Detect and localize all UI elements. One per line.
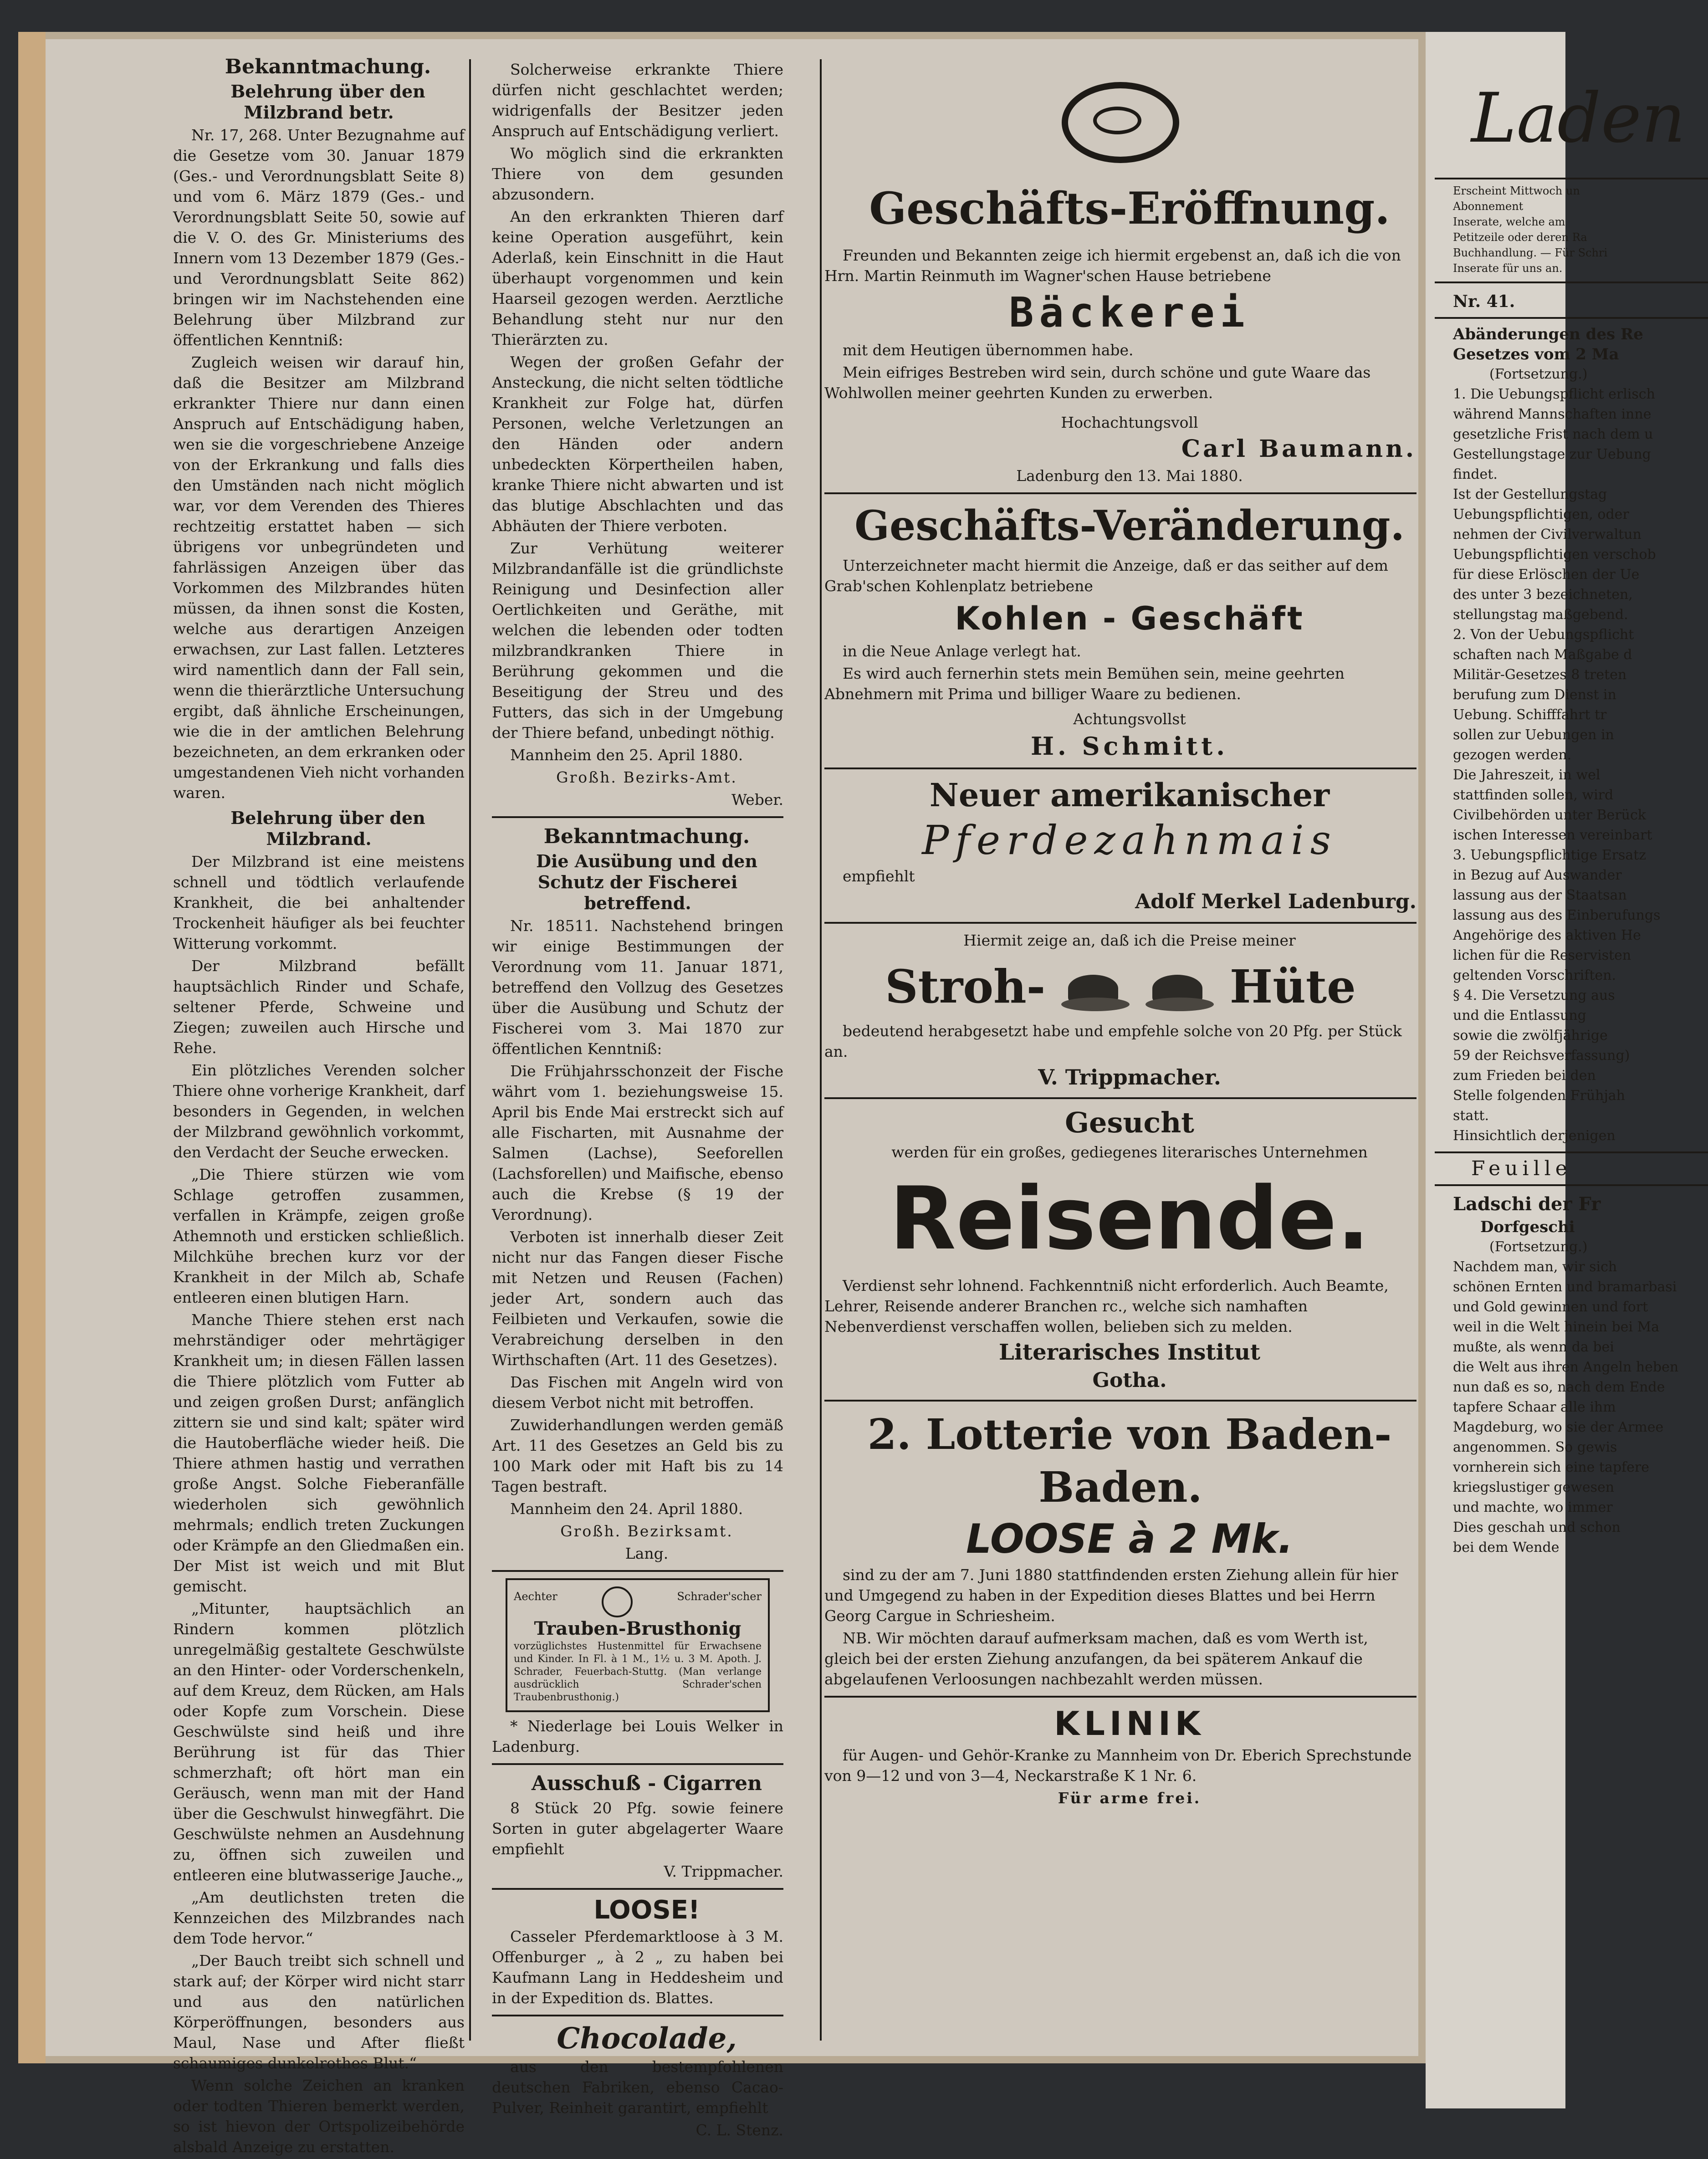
honey-text: vorzüglichstes Hustenmittel für Erwachsene und Kinder. In Fl. à 1 M., 1½ u. 3 M. Apoth. J. Schrader, Feuerbach-Stuttg. (Man verlange ausdrücklich Schrader'schen Traubenbrusthonig.) [514, 1641, 762, 1703]
honey-label-right: Schrader'scher [677, 1590, 762, 1603]
paragraph: Manche Thiere stehen erst nach mehrständiger oder mehrtägiger Krankheit um; in diesen Fällen lassen die Thiere plötzlich vom Futter ab und zeigen großen Durst; anfänglich zittern sie und sind kalt; später wird die Hautoberfläche wieder heiß. Die Thiere athmen hastig und verrathen große Angst. Solche Fieberanfälle wiederholen sich gewöhnlich mehrmals; endlich treten Zuckungen oder Krämpfe an den Gliedmaßen ein. Der Mist ist weich und mit Blut gemischt. [173, 1311, 465, 1595]
article-line: Uebung. Schifffahrt tr [1453, 707, 1607, 723]
article-line: in Bezug auf Auswander [1453, 867, 1622, 883]
article-line: Ist der Gestellungstag [1453, 486, 1607, 502]
paragraph: Nr. 18511. Nachstehend bringen wir einige Bestimmungen der Verordnung vom 11. Januar 1871, betreffend den Vollzug des Gesetzes über die Ausübung und Schutz der Fischerei vom 3. Mai 1870 zur öffentlichen Kenntniß: [492, 917, 783, 1058]
paragraph: „Mitunter, hauptsächlich an Rindern kommen plötzlich unregelmäßig gestaltete Geschwülste an den Hinter- oder Vorderschenkeln, auf dem Kreuz, dem Rücken, am Hals oder Kopfe zum Vorschein. Diese Geschwülste sind heiß und ihre Berührung ist für das Thier schmerzhaft; oft hört man ein Geräusch, wenn man mit der Hand über die Geschwulst hinwegfährt. Die Geschwülste nehmen an Ausdehnung zu, öffnen sich zuweilen und entleeren eine blutwasserige Jauche.„ [173, 1600, 465, 1884]
feuilleton-line: nun daß es so, nach dem Ende [1453, 1379, 1665, 1395]
issue-number: Nr. 41. [1453, 292, 1515, 311]
column-divider [820, 59, 822, 2041]
gesucht-big: Reisende. [889, 1168, 1370, 1269]
rule [1435, 1184, 1708, 1186]
article-line: statt. [1453, 1108, 1489, 1124]
eroeffnung-date: Ladenburg den 13. Mai 1880. [1016, 467, 1243, 485]
paragraph: Der Milzbrand ist eine meistens schnell und tödtlich verlaufende Krankheit, die bei anhaltender Trockenheit häufiger als bei feuchter Witterung vorkommt. [173, 853, 465, 952]
paragraph: „Der Bauch treibt sich schnell und stark auf; der Körper wird nicht starr und aus den natürlichen Körperöffnungen, besonders aus Maul, Nase und After fließt schaumiges dunkelrothes Blut.“ [173, 1952, 465, 2072]
chocolate-sign: C. L. Stenz. [695, 2121, 783, 2139]
mais-title: Neuer amerikanischer [929, 776, 1330, 814]
paragraph: Wo möglich sind die erkrankten Thiere von dem gesunden abzusondern. [492, 144, 783, 203]
paragraph: „Am deutlichsten treten die Kennzeichen des Milzbrandes nach dem Tode hervor.“ [173, 1888, 465, 1947]
article-line: sollen zur Uebungen in [1453, 727, 1614, 743]
column-2-subtitle: Die Ausübung und den Schutz der Fischerei betreffend. [536, 851, 757, 913]
rule [492, 1570, 783, 1572]
column-2 [492, 59, 783, 2142]
article-line: lassung aus der Staatsan [1453, 887, 1627, 903]
paragraph: Zur Verhütung weiterer Milzbrandanfälle ist die gründlichste Reinigung und Desinfection aller Oertlichkeiten und Geräthe, mit welchen die lebenden oder todten milzbrandkranken Thiere in Berührung gekommen und die Beseitigung der Streu und des Futters, das sich in der Umgebung der Thiere befand, unbedingt nöthig. [492, 539, 783, 742]
gesucht-title: Gesucht [1065, 1106, 1194, 1139]
honey-ad [506, 1578, 770, 1712]
feuilleton-line: schönen Ernten und bramarbasi [1453, 1279, 1677, 1295]
rule [824, 492, 1417, 494]
article-line: für diese Erlöschen der Ue [1453, 567, 1640, 583]
loose-title: LOOSE! [593, 1895, 700, 1925]
article-line: lassung aus des Einberufungs [1453, 907, 1661, 923]
veraenderung-greeting: Achtungsvollst [1073, 710, 1186, 728]
klinik-text: für Augen- und Gehör-Kranke zu Mannheim von Dr. Eberich Sprechstunde von 9—12 und von 3—4, Neckarstraße K 1 Nr. 6. [824, 1746, 1412, 1785]
signature: Großh. Bezirks-Amt. [556, 768, 737, 786]
mais-text: empfiehlt [843, 867, 915, 885]
article-title: Abänderungen des Re [1453, 325, 1643, 343]
feuilleton-line: mußte, als wenn da bei [1453, 1339, 1614, 1355]
rule [492, 1763, 783, 1765]
paragraph: Die Frühjahrsschonzeit der Fische währt vom 1. beziehungsweise 15. April bis Ende Mai erstreckt sich auf alle Fischarten, mit Ausnahme der Salmen (Lachse), Seeforellen (Lachsforellen) und Maifische, ebenso auch die Krebse (§ 19 der Verordnung). [492, 1062, 783, 1223]
huete-sign: V. Trippmacher. [1038, 1065, 1221, 1090]
article-line: Civilbehörden unter Berück [1453, 807, 1646, 823]
huete-right: Hüte [1229, 960, 1356, 1013]
masthead-info: Inserate für uns an. [1453, 262, 1563, 275]
column-divider [469, 59, 471, 2041]
rule [824, 1696, 1417, 1698]
honey-title: Trauben-Brusthonig [534, 1618, 741, 1639]
chocolate-title: Chocolade, [557, 2021, 737, 2056]
article-line: Stelle folgenden Frühjah [1453, 1088, 1626, 1104]
eroeffnung-greeting: Hochachtungsvoll [1061, 414, 1198, 431]
feuilleton-subtitle: Dorfgeschi [1480, 1218, 1575, 1236]
signature: Großh. Bezirksamt. [560, 1522, 733, 1540]
chocolate-text: aus den bestempfohlenen deutschen Fabriken, ebenso Cacao-Pulver, Reinheit garantirt, empfiehlt [492, 2058, 783, 2117]
feuilleton-title: Ladschi der Fr [1453, 1193, 1601, 1215]
rule [492, 1888, 783, 1890]
honey-label-left: Aechter [514, 1590, 557, 1603]
hat-icon [1145, 966, 1214, 1016]
loose-text: Casseler Pferdemarktloose à 3 M. Offenburger „ à 2 „ zu haben bei Kaufmann Lang in Heddesheim und in der Expedition ds. Blattes. [492, 1928, 783, 2007]
article-line: Uebungspflichtigen, oder [1453, 506, 1629, 522]
masthead-info: Inserate, welche am [1453, 215, 1565, 228]
paragraph: Der Milzbrand befällt hauptsächlich Rinder und Schafe, seltener Pferde, Schweine und Ziegen; zuweilen auch Hirsche und Rehe. [173, 957, 465, 1057]
eroeffnung-name: Carl Baumann. [1181, 435, 1417, 463]
lotterie-text: sind zu der am 7. Juni 1880 stattfindenden ersten Ziehung allein für hier und Umgegend zu haben in der Expedition dieses Blattes und bei Herrn Georg Cargue in Schriesheim. [824, 1566, 1398, 1625]
lotterie-nb: NB. Wir möchten darauf aufmerksam machen, daß es vom Werth ist, gleich bei der ersten Ziehung anzufangen, da bei späterem Ankauf die abgelaufenen Verloosungen nachbezahlt werden müssen. [824, 1629, 1368, 1688]
honey-note: * Niederlage bei Louis Welker in Ladenburg. [492, 1717, 783, 1755]
cigar-text: 8 Stück 20 Pfg. sowie feinere Sorten in guter abgelagerter Waare empfiehlt [492, 1799, 783, 1858]
eroeffnung-big: Bäckerei [1009, 289, 1250, 337]
feuilleton-line: weil in die Welt hinein bei Ma [1453, 1319, 1660, 1335]
article-subtitle: Gesetzes vom 2 Ma [1453, 345, 1619, 363]
lotterie-big: LOOSE à 2 Mk. [966, 1515, 1294, 1562]
article-line: 3. Uebungspflichtige Ersatz [1453, 847, 1647, 863]
feuilleton-line: Magdeburg, wo sie der Armee [1453, 1419, 1664, 1435]
paragraph: An den erkrankten Thieren darf keine Operation ausgeführt, kein Aderlaß, kein Einschnitt in die Haut überhaupt vorgenommen und kein Haarseil gezogen werden. Aerztliche Behandlung steht nur nur den Thierärzten zu. [492, 208, 783, 348]
feuilleton-line: die Welt aus ihren Angeln heben [1453, 1359, 1679, 1375]
paragraph: Wegen der großen Gefahr der Ansteckung, die nicht selten tödtliche Krankheit zur Folge hat, dürfen Personen, welche Verletzungen an den Händen oder andern unbedeckten Körpertheilen haben, kranke Thiere nicht abwarten und ist das blutige Abschlachten und das Abhäuten der Thiere verboten. [492, 353, 783, 535]
feuilleton-continued: (Fortsetzung.) [1489, 1239, 1588, 1255]
feuilleton-line: vornherein sich eine tapfere [1453, 1459, 1650, 1475]
mais-sign: Adolf Merkel Ladenburg. [1135, 890, 1417, 913]
feuilleton-line: und machte, wo immer [1453, 1499, 1613, 1515]
feuilleton-line: tapfere Schaar alle ihm [1453, 1399, 1616, 1415]
column-1-subtitle: Belehrung über den Milzbrand betr. [230, 81, 425, 123]
eroeffnung-text: Freunden und Bekannten zeige ich hiermit ergebenst an, daß ich die von Hrn. Martin Reinmuth im Wagner'schen Hause betriebene [824, 246, 1401, 285]
rule [824, 922, 1417, 924]
veraenderung-big: Kohlen - Geschäft [955, 600, 1304, 637]
gesucht-sign-2: Gotha. [1092, 1369, 1167, 1392]
page-edge [18, 32, 46, 2063]
veraenderung-text-2: in die Neue Anlage verlegt hat. [843, 642, 1081, 660]
article-line: stellungstag maßgebend. [1453, 607, 1628, 623]
paragraph: Mannheim den 25. April 1880. [510, 746, 743, 764]
article-line: sowie die zwölfjährige [1453, 1028, 1608, 1044]
paragraph: Nr. 17, 268. Unter Bezugnahme auf die Gesetze vom 30. Januar 1879 (Ges.- und Verordnungsblatt Seite 8) und vom 6. März 1879 (Ges.- und Verordnungsblatt Seite 50, sowie auf die V. O. des Gr. Ministeriums des Innern vom 13 Dezember 1879 (Ges.- und Verordnungsblatt Seite 862) bringen wir im Nachstehenden eine Belehrung über Milzbrand zur öffentlichen Kenntniß: [173, 126, 465, 349]
veraenderung-title: Geschäfts-Veränderung. [854, 501, 1405, 550]
feuilleton-line: Dies geschah und schon [1453, 1519, 1621, 1535]
rule [492, 2015, 783, 2016]
masthead-info: Erscheint Mittwoch un [1453, 184, 1580, 197]
masthead-info: Buchhandlung. — Für Schri [1453, 246, 1608, 259]
feuilleton-line: Nachdem man, wir sich [1453, 1259, 1617, 1275]
column-1-subtitle-2: Belehrung über den Milzbrand. [230, 808, 425, 849]
rule [824, 1400, 1417, 1402]
veraenderung-name: H. Schmitt. [1030, 732, 1229, 761]
paragraph: Ein plötzliches Verenden solcher Thiere ohne vorherige Krankheit, darf besonders in Gegenden, in welchen der Milzbrand gewöhnlich vorkommt, den Verdacht der Seuche erwecken. [173, 1061, 465, 1161]
rule [1435, 317, 1708, 319]
article-line: lichen für die Reservisten [1453, 947, 1631, 963]
article-line: und die Entlassung [1453, 1008, 1586, 1023]
huete-text: bedeutend herabgesetzt habe und empfehle solche von 20 Pfg. per Stück an. [824, 1022, 1402, 1060]
article-line: 2. Von der Uebungspflicht [1453, 627, 1634, 643]
ads-column [824, 82, 1417, 1810]
paragraph: Zuwiderhandlungen werden gemäß Art. 11 des Gesetzes an Geld bis zu 100 Mark oder mit Haft bis zu 14 Tagen bestraft. [492, 1416, 783, 1495]
gesucht-text-2: Verdienst sehr lohnend. Fachkenntniß nicht erforderlich. Auch Beamte, Lehrer, Reisende anderer Branchen rc., welche sich namhaften Nebenverdienst verschaffen wollen, belieben sich zu melden. [824, 1277, 1389, 1335]
article-line: § 4. Die Versetzung aus [1453, 987, 1615, 1003]
article-line: stattfinden sollen, wird [1453, 787, 1614, 803]
article-line: ischen Interessen vereinbart [1453, 827, 1652, 843]
column-1-title: Bekanntmachung. [225, 55, 431, 78]
rule [824, 767, 1417, 769]
eroeffnung-title: Geschäfts-Eröffnung. [869, 183, 1390, 234]
article-line: gezogen werden. [1453, 747, 1572, 763]
masthead-info: Petitzeile oder deren Ra [1453, 231, 1587, 244]
huete-left: Stroh- [885, 960, 1046, 1013]
gesucht-text: werden für ein großes, gediegenes literarisches Unternehmen [891, 1143, 1368, 1161]
paragraph: Verboten ist innerhalb dieser Zeit nicht nur das Fangen dieser Fische mit Netzen und Reusen (Fachen) jeder Art, sondern auch das Feilbieten und Verkaufen, sowie die Verabreichung derselben in den Wirthschaften (Art. 11 des Gesetzes). [492, 1228, 783, 1369]
feuilleton-line: angenommen. So gewis [1453, 1439, 1617, 1455]
article-line: berufung zum Dienst in [1453, 687, 1616, 703]
paragraph: Das Fischen mit Angeln wird von diesem Verbot nicht mit betroffen. [492, 1373, 783, 1412]
article-line: gesetzliche Frist nach dem u [1453, 426, 1653, 442]
column-2-title: Bekanntmachung. [543, 825, 750, 848]
article-line: findet. [1453, 466, 1498, 482]
cigar-sign: V. Trippmacher. [664, 1862, 783, 1880]
article-line: während Mannschaften inne [1453, 406, 1652, 422]
signature-name: Lang. [625, 1545, 669, 1562]
huete-intro: Hiermit zeige an, daß ich die Preise meiner [963, 931, 1296, 949]
paragraph: Mannheim den 24. April 1880. [510, 1500, 743, 1518]
article-line: Angehörige des aktiven He [1453, 927, 1641, 943]
masthead: Laden [1471, 79, 1686, 158]
article-line: schaften nach Maßgabe d [1453, 647, 1632, 663]
article-line: Hinsichtlich derjenigen [1453, 1128, 1616, 1144]
article-line: Uebungspflichtigen verschob [1453, 547, 1656, 563]
article-continued: (Fortsetzung.) [1489, 366, 1588, 382]
article-line: zum Frieden bei den [1453, 1068, 1596, 1084]
klinik-free: Für arme frei. [1058, 1789, 1202, 1807]
article-line: nehmen der Civilverwaltun [1453, 527, 1642, 542]
column-1 [173, 55, 465, 2159]
article-line: geltenden Vorschriften. [1453, 967, 1616, 983]
facing-page [1426, 32, 1686, 2108]
signature-name: Weber. [731, 791, 783, 808]
lotterie-title: 2. Lotterie von Baden-Baden. [867, 1410, 1392, 1512]
veraenderung-text: Unterzeichneter macht hiermit die Anzeige, daß er das seither auf dem Grab'schen Kohlenplatz betriebene [824, 557, 1388, 595]
gesucht-sign: Literarisches Institut [998, 1340, 1261, 1365]
hat-icon [1061, 966, 1130, 1016]
eroeffnung-text-3: Mein eifriges Bestreben wird sein, durch schöne und gute Waare das Wohlwollen meiner geehrten Kunden zu erwerben. [824, 363, 1371, 402]
eroeffnung-text-2: mit dem Heutigen übernommen habe. [843, 341, 1134, 359]
article-line: Militär-Gesetzes 8 treten [1453, 667, 1627, 683]
masthead-info: Abonnement [1453, 200, 1524, 213]
article-line: 59 der Reichsverfassung) [1453, 1048, 1630, 1064]
paragraph: Wenn solche Zeichen an kranken oder todten Thieren bemerkt werden, so ist hievon der Ortspolizeibehörde alsbald Anzeige zu erstatten. [173, 2077, 465, 2156]
cigar-title: Ausschuß - Cigarren [531, 1772, 762, 1795]
article-line: Gestellungstage zur Uebung [1453, 446, 1651, 462]
rule [1435, 1151, 1708, 1153]
feuilleton-line: und Gold gewinnen und fort [1453, 1299, 1648, 1315]
veraenderung-text-3: Es wird auch fernerhin stets mein Bemühen sein, meine geehrten Abnehmern mit Prima und billiger Waare zu bedienen. [824, 665, 1345, 703]
article-line: 1. Die Uebungspflicht erlisch [1453, 386, 1655, 402]
feuilleton-line: kriegslustiger gewesen [1453, 1479, 1615, 1495]
rule [824, 1097, 1417, 1099]
paragraph: Solcherweise erkrankte Thiere dürfen nicht geschlachtet werden; widrigenfalls der Besitzer jeden Anspruch auf Entschädigung verliert. [492, 61, 783, 140]
feuilleton-heading: Feuille [1471, 1157, 1572, 1180]
feuilleton-line: bei dem Wende [1453, 1540, 1560, 1555]
pretzel-logo-icon [1062, 82, 1179, 163]
honey-logo-icon [602, 1586, 633, 1617]
paragraph: „Die Thiere stürzen wie vom Schlage getroffen zusammen, verfallen in Krämpfe, zeigen große Athemnoth und ersticken schließlich. Milchkühe brechen kurz vor der Krankheit in der Milch ab, Schafe entleeren einen blutigen Harn. [173, 1166, 465, 1306]
klinik-title: KLINIK [1054, 1704, 1205, 1743]
mais-big: Pferdezahnmais [922, 817, 1337, 864]
paragraph: Zugleich weisen wir darauf hin, daß die Besitzer am Milzbrand erkrankter Thiere nur dann einen Anspruch auf Entschädigung haben, wen sie die vorgeschriebene Anzeige von der Erkrankung und falls dies den Umständen nach nicht möglich war, vor dem Verenden des Thieres rechtzeitig erstattet haben — sich übrigens vor unbegründeten und fahrlässigen Anzeigen über das Vorkommen des Milzbrandes hüten müssen, da ihnen sonst die Kosten, welche aus derartigen Anzeigen erwachsen, zur Last fallen. Letzteres wird namentlich dann der Fall sein, wenn die thierärztliche Untersuchung ergibt, daß ähnliche Erscheinungen, wie die in der amtlichen Belehrung bezeichneten, an dem erkranken oder umgestandenen Vieh nicht vorhanden waren. [173, 353, 465, 802]
article-line: des unter 3 bezeichneten, [1453, 587, 1633, 603]
rule [492, 816, 783, 818]
article-line: Die Jahreszeit, in wel [1453, 767, 1601, 783]
